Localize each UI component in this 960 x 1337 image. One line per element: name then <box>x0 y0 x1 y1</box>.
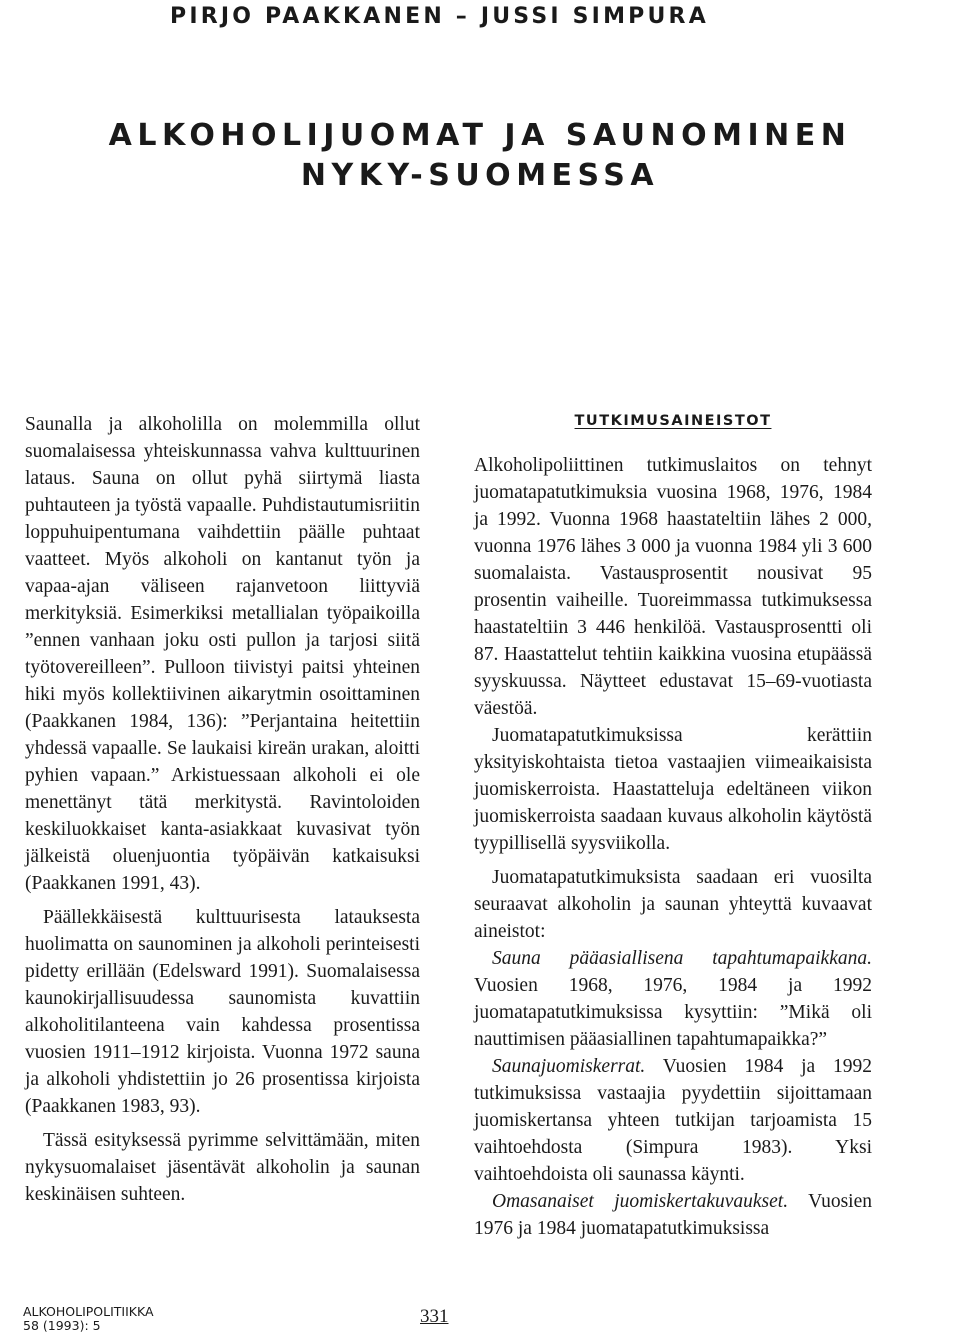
dataset-desc-1: Vuosien 1968, 1976, 1984 ja 1992 juomatapatutkimuksissa kysyttiin: ”Mikä oli nauttimisen pääasiallinen tapahtumapaikka?” <box>474 975 872 1050</box>
left-paragraph-3: Tässä esityksessä pyrimme selvittämään, miten nykysuomalaiset jäsentävät alkoholin ja saunan keskinäisen suhteen. <box>25 1130 420 1205</box>
right-paragraph-1: Alkoholipoliittinen tutkimuslaitos on tehnyt juomatapatutkimuksia vuosina 1968, 1976, 1984 ja 1992. Vuonna 1968 haastateltiin lähes 2 000, vuonna 1976 lähes 3 000 ja vuonna 1984 yli 3 600 suomalaista. Vastausprosentit nousivat 95 prosentin vaiheille. Tuoreimmassa tutkimuksessa haastateltiin 3 446 henkilöä. Vastausprosentti oli 87. Haastattelut tehtiin kaikkina vuosina etupäässä syyskuussa. Näytteet edustavat 15–69-vuotiasta väestöä. <box>474 455 872 719</box>
journal-name: ALKOHOLIPOLITIIKKA <box>23 1304 154 1319</box>
dataset-name-2: Saunajuomiskerrat. <box>492 1056 646 1077</box>
title-line-2: NYKY-SUOMESSA <box>300 158 660 193</box>
left-paragraph-2: Päällekkäisestä kulttuurisesta latauksesta huolimatta on saunominen ja alkoholi perinteisesti pidetty erillään (Edelsward 1991). Suomalaisessa kaunokirjallisuudessa saunomista kuvattiin alkoholitilanteena vain kahdessa prosentissa vuosien 1911–1912 kirjoista. Vuonna 1972 sauna ja alkoholi yhdistettiin jo 26 prosentissa kirjoista (Paakkanen 1983, 93). <box>25 907 420 1117</box>
left-column <box>25 411 420 1208</box>
section-heading <box>474 411 872 431</box>
section-heading-text: TUTKIMUSAINEISTOT <box>574 413 772 429</box>
page-number: 331 <box>420 1306 449 1327</box>
dataset-name-1: Sauna pääasiallisena tapahtumapaikkana. <box>492 948 872 969</box>
journal-issue: 58 (1993): 5 <box>23 1318 101 1333</box>
dataset-name-3: Omasanaiset juomiskertakuvaukset. <box>492 1191 789 1212</box>
right-paragraph-6 <box>474 1188 872 1242</box>
right-column <box>474 411 872 1242</box>
journal-info <box>23 1305 154 1333</box>
right-paragraph-3: Juomatapatutkimuksista saadaan eri vuosilta seuraavat alkoholin ja saunan yhteyttä kuvaavat aineistot: <box>474 867 872 942</box>
authors-header: PIRJO PAAKKANEN – JUSSI SIMPURA <box>170 4 709 29</box>
title-line-1: ALKOHOLIJUOMAT JA SAUNOMINEN <box>108 118 852 153</box>
right-paragraph-2: Juomatapatutkimuksissa kerättiin yksityiskohtaista tietoa vastaajien viimeaikaisista juomiskerroista. Haastatteluja edeltäneen viikon juomiskerroista saadaan kuvaus alkoholin käytöstä tyypillisellä syysviikolla. <box>474 725 872 854</box>
dataset-desc-3: Vuosien 1976 ja 1984 juomatapatutkimuksissa <box>474 1191 872 1239</box>
article-title <box>0 116 960 196</box>
left-paragraph-1: Saunalla ja alkoholilla on molemmilla ollut suomalaisessa yhteiskunnassa vahva kulttuurinen lataus. Sauna on ollut pyhä siirtymä liasta puhtauteen ja työstä vapaalle. Puhdistautumisriitin loppuhuipentumana vaihdettiin päälle puhtaat vaatteet. Myös alkoholi on kantanut työn ja vapaa-ajan väliseen rajanvetoon liittyviä merkityksiä. Esimerkiksi metallialan työpaikoilla ”ennen vanhaan joku osti pullon ja tarjosi siitä työtovereilleen”. Pulloon tiivistyi paitsi yhteinen hiki myös kollektiivinen aikarytmin osoittaminen (Paakkanen 1984, 136): ”Perjantaina heitettiin yhdessä vapaalle. Se laukaisi kireän urakan, aloitti pyhien vapaan.” Arkistuessaan alkoholi ei ole menettänyt tätä merkitystä. Ravintoloiden keskiluokkaiset kanta-asiakkaat kuvasivat työn jälkeistä oluenjuontia työpäivän katkaisuksi (Paakkanen 1991, 43). <box>25 414 420 894</box>
right-paragraph-4 <box>474 945 872 1053</box>
dataset-desc-2: Vuosien 1984 ja 1992 tutkimuksissa vastaajia pyydettiin sijoittamaan juomiskertansa yhteen tutkijan tarjoamista 15 vaihtoehdosta (Simpura 1983). Yksi vaihtoehdoista oli saunassa käynti. <box>474 1056 872 1185</box>
right-paragraph-5 <box>474 1053 872 1188</box>
